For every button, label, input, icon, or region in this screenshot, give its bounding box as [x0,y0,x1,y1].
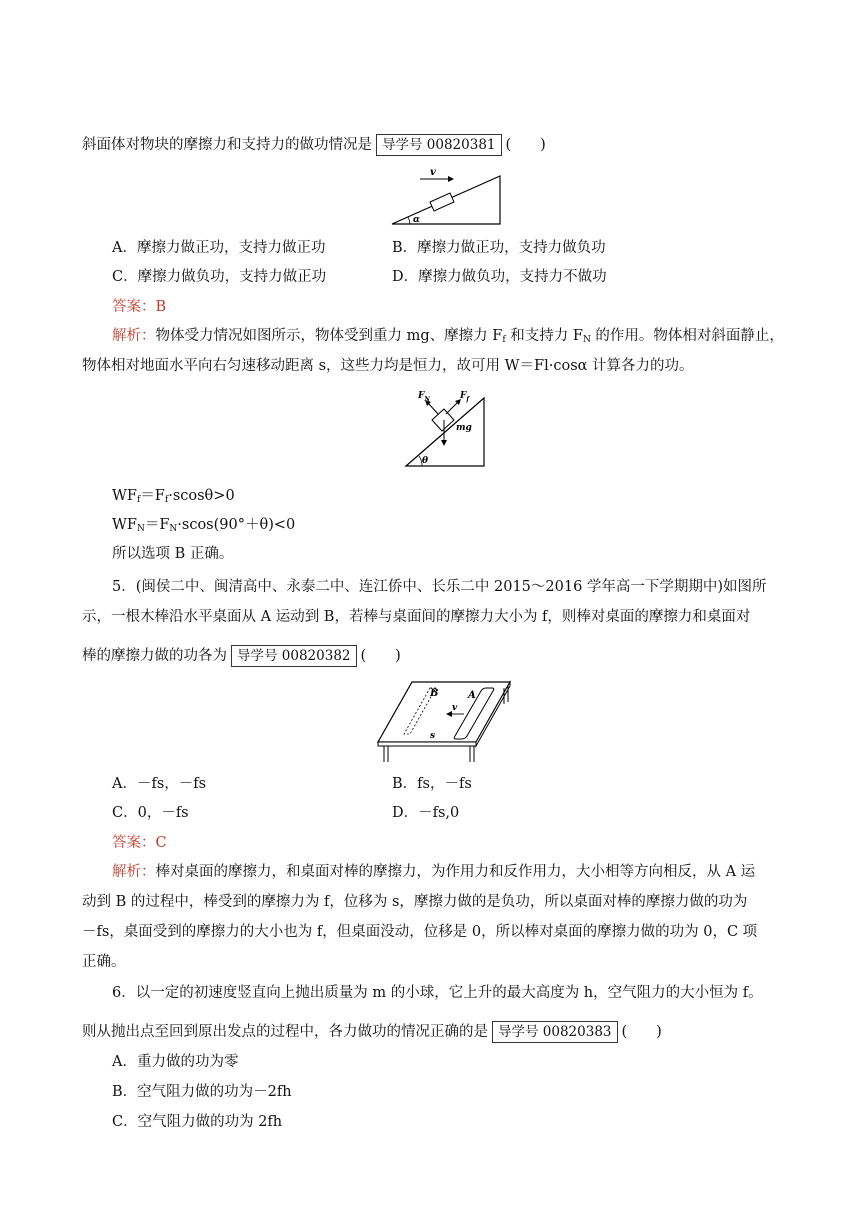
label-v: v [452,703,458,713]
q6-paren: ( ) [621,1024,662,1040]
table-front-edge [378,742,476,746]
q5-option-d: D．－fs,0 [392,805,460,821]
q4-option-c: C．摩擦力做负功，支持力做正功 [112,269,327,285]
label-b: B [430,688,439,699]
v-label: v [430,167,436,178]
q6-option-c: C．空气阻力做的功为 2fh [112,1114,283,1130]
analysis-text: 的作用。物体相对斜面静止， [590,328,784,344]
q6-option-b: B．空气阻力做的功为－2fh [112,1084,292,1100]
q5-analysis-line2: 动到 B 的过程中，棒受到的摩擦力为 f，位移为 s，摩擦力做的是负功，所以桌面对棒的摩擦力做的功为 [82,894,748,910]
fn-label: $F_N$ [418,391,430,403]
q5-stem-text: 棒的摩擦力做的功各为 [82,648,227,664]
alpha-label: α [413,215,420,225]
label-s: s [430,731,436,741]
analysis-text: 和支持力 F [505,328,583,344]
q5-option-a: A．－fs，－fs [112,776,207,792]
q5-answer [112,833,167,853]
q6-code-box: 导学号 00820383 [492,1021,618,1043]
eq2-sub: N [136,524,145,534]
q5-analysis-line4: 正确。 [82,954,126,970]
q4-stem-text: 斜面体对物块的摩擦力和支持力的做功情况是 [82,137,372,153]
q4-analysis-line2: 物体相对地面水平向右匀速移动距离 s，这些力均是恒力，故可用 W＝Fl·cosα 计算各力的功。 [82,358,694,374]
q6-stem-line2 [82,1021,662,1043]
q4-option-d: D．摩擦力做负功，支持力不做功 [392,269,607,285]
answer-value: C [155,835,167,851]
normal-force-arrow [428,403,438,414]
eq1-a: WF [112,488,137,504]
q5-analysis-line3: －fs，桌面受到的摩擦力的大小也为 f，但桌面没动，位移是 0，所以棒对桌面的摩擦力做的功为 0，C 项 [82,924,758,940]
q5-stem-line2: 示，一根木棒沿水平桌面从 A 运动到 B，若棒与桌面间的摩擦力大小为 f，则棒对桌面的摩擦力和桌面对 [82,609,751,625]
sub-n: N [582,335,591,345]
eq2-c: ·scos(90°＋θ)<0 [177,517,296,533]
q4-analysis-line1 [112,326,784,350]
eq2-b: ＝F [144,517,170,533]
analysis-label: 解析： [112,864,156,880]
q5-option-b: B．fs，－fs [392,776,472,792]
q6-stem-line1: 6．以一定的初速度竖直向上抛出质量为 m 的小球，它上升的最大高度为 h，空气阻力的大小恒为 f。 [112,985,763,1001]
mg-label: mg [456,423,472,433]
q4-stem [82,134,546,156]
force-diagram [392,384,492,470]
q4-code-box: 导学号 00820381 [376,134,502,156]
answer-label: 答案： [112,835,156,851]
equation-normal-work [112,515,295,539]
velocity-arrowhead [448,176,454,182]
q5-paren: ( ) [360,648,401,664]
eq1-sub2: f [164,495,169,505]
q4-option-b: B．摩擦力做正功，支持力做负功 [392,240,606,256]
q4-option-a: A．摩擦力做正功，支持力做正功 [112,240,326,256]
q5-stem-line1: 5．(闽侯二中、闽清高中、永泰二中、连江侨中、长乐二中 2015～2016 学年高一下学期期中)如图所 [112,579,767,595]
friction-arrow [446,402,458,414]
eq2-sub2: N [169,524,178,534]
q6-option-a: A．重力做的功为零 [112,1054,239,1070]
answer-label: 答案： [112,299,156,315]
eq1-sub: f [136,495,141,505]
sub-f: f [502,335,506,345]
block [430,193,454,211]
answer-value: B [155,299,167,315]
table-rod-figure [374,676,516,766]
eq1-c: ·scosθ>0 [168,488,235,504]
ff-label: $F_f$ [460,391,469,403]
angle-arc [408,217,410,224]
q6-stem-text: 则从抛出点至回到原出发点的过程中，各力做功的情况正确的是 [82,1024,488,1040]
q5-option-c: C．0，－fs [112,805,189,821]
q4-conclusion: 所以选项 B 正确。 [112,546,234,562]
gravity-arrowhead [441,440,447,446]
q5-code-box: 导学号 00820382 [231,645,357,667]
theta-label: θ [422,456,429,466]
q5-stem-line3 [82,645,401,667]
analysis-label: 解析： [112,328,156,344]
eq2-a: WF [112,517,137,533]
equation-friction-work [112,486,235,510]
eq1-b: ＝F [140,488,165,504]
analysis-text: 物体受力情况如图所示，物体受到重力 mg、摩擦力 F [155,328,503,344]
incline-triangle-2 [406,398,484,466]
incline-figure [388,166,504,228]
q4-answer [112,297,166,317]
analysis-text: 棒对桌面的摩擦力，和桌面对棒的摩擦力，为作用力和反作用力，大小相等方向相反，从 A 运 [155,864,756,880]
label-a: A [468,690,476,701]
q5-analysis-line1 [112,862,755,882]
q4-paren: ( ) [505,137,546,153]
